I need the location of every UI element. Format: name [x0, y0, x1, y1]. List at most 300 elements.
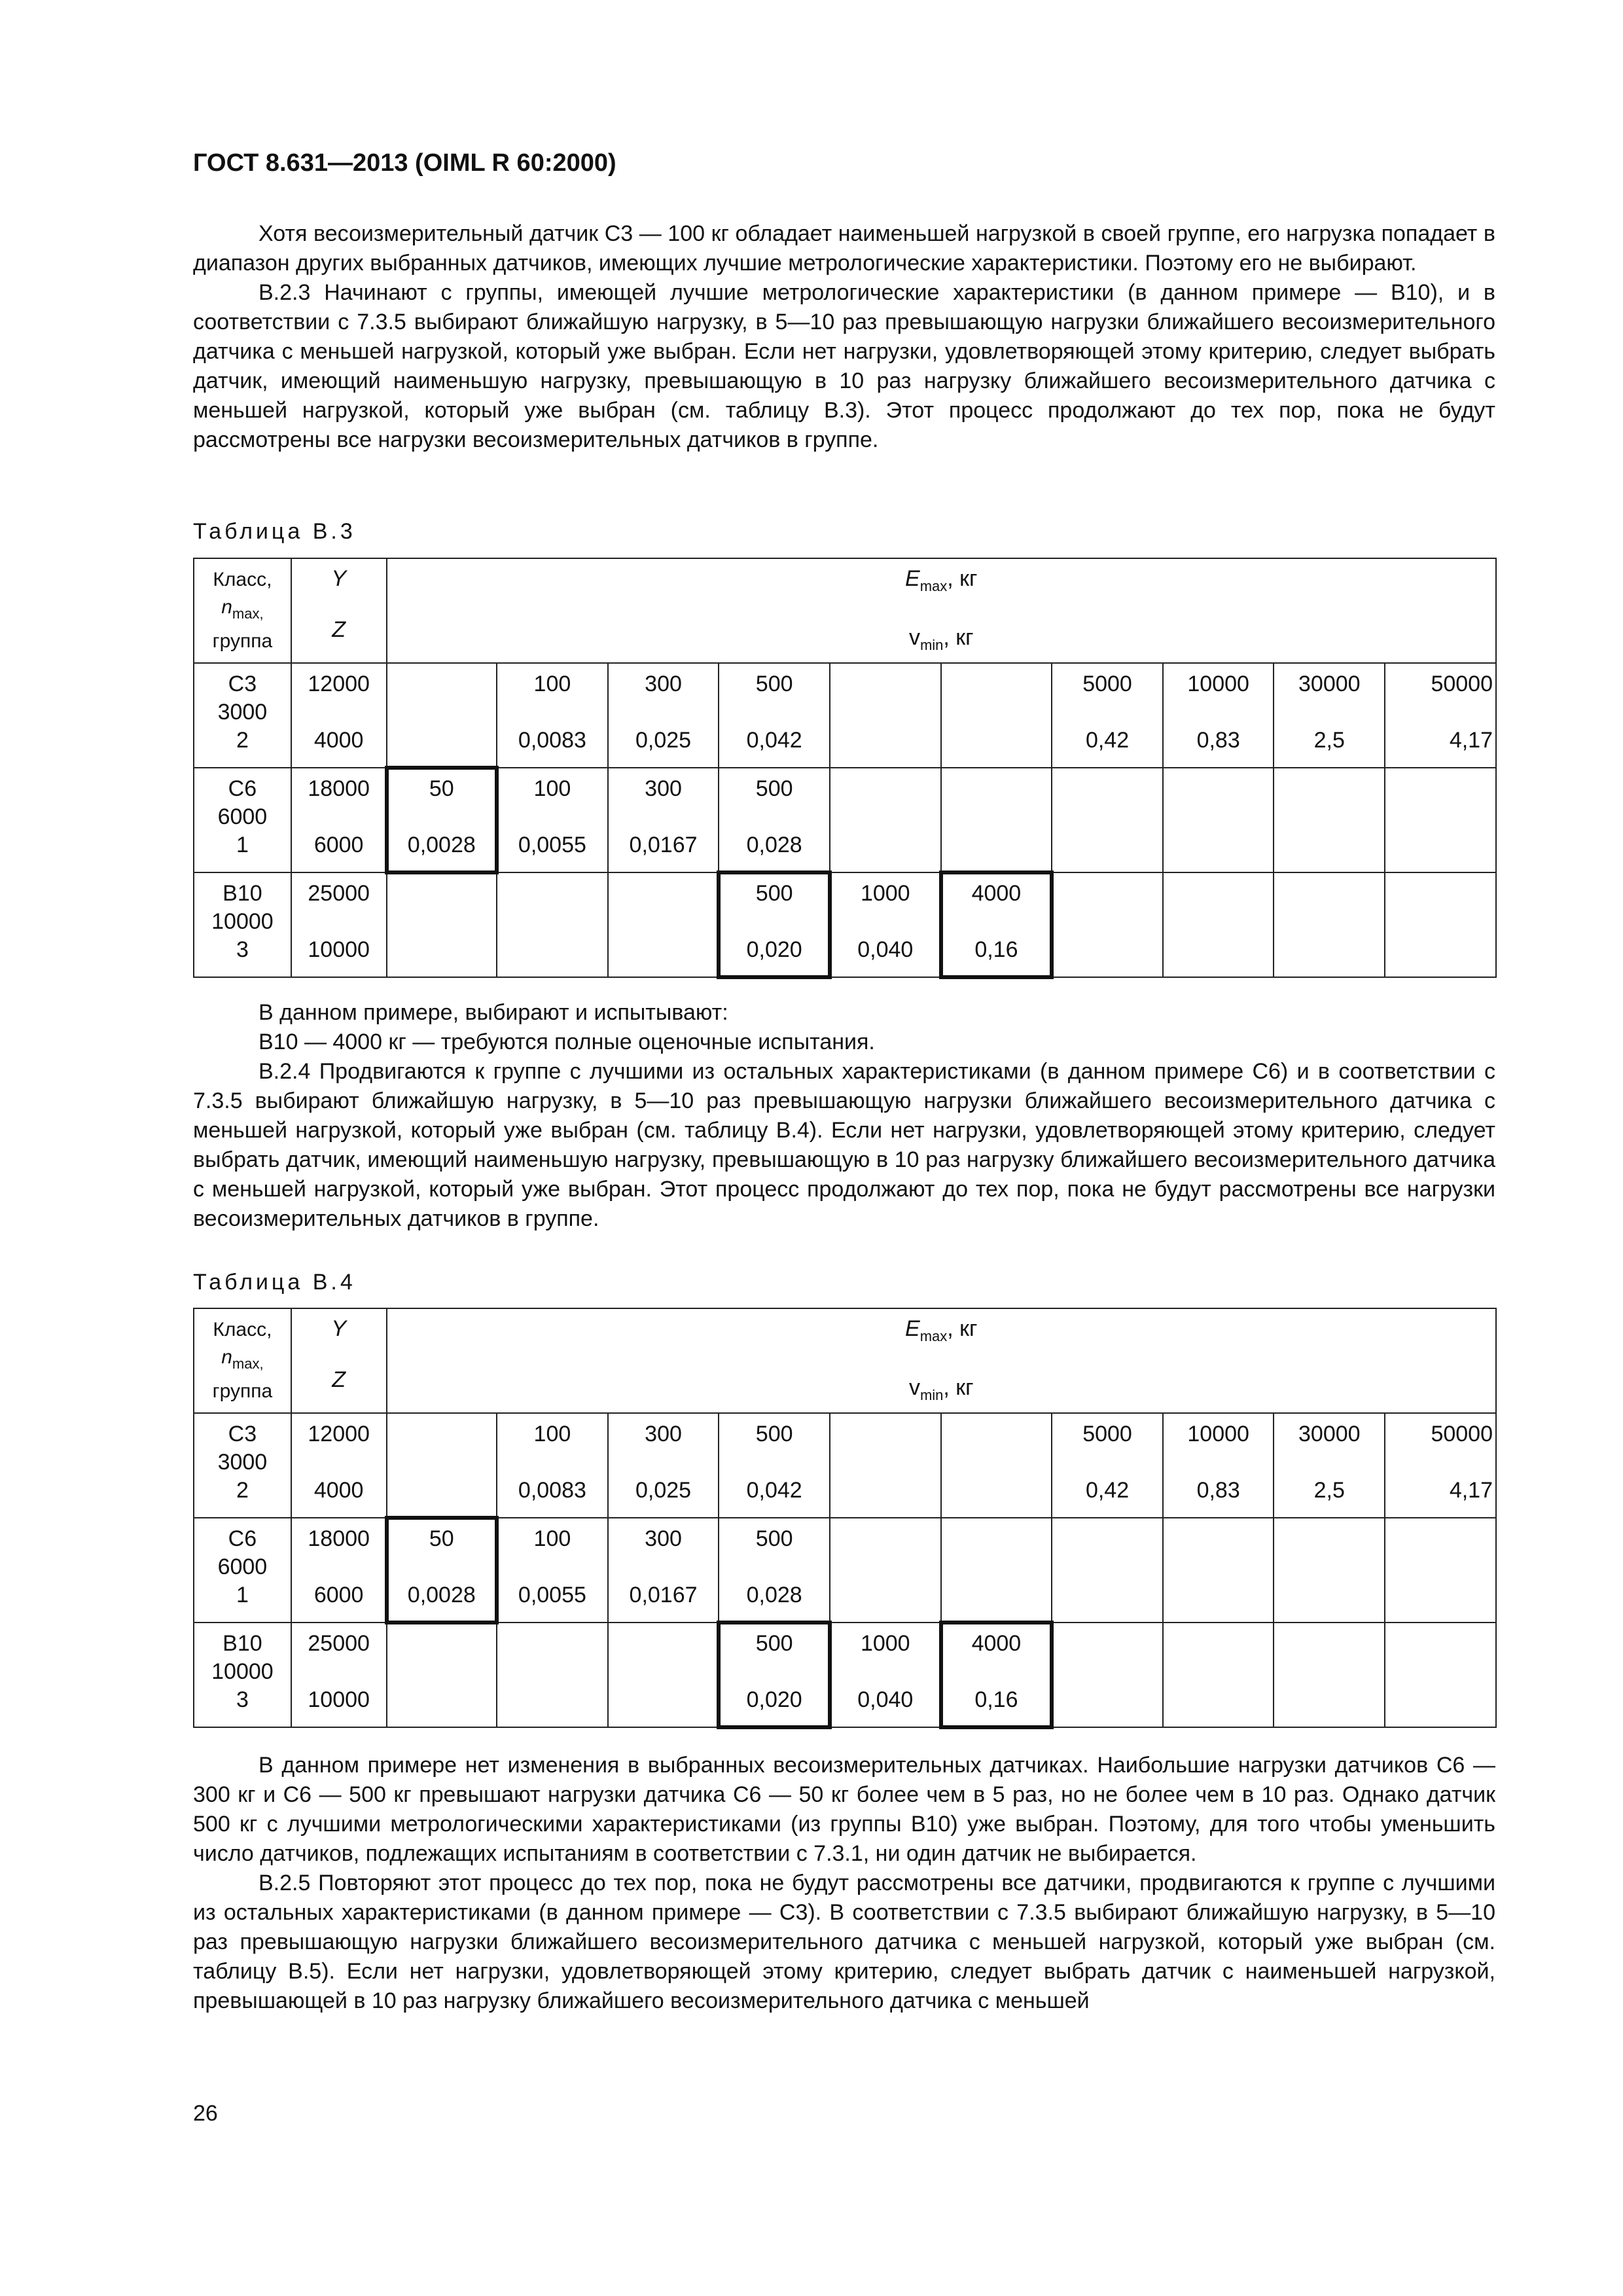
- table-b4-emax-value: [833, 1420, 938, 1448]
- table-b3-header-z: Z: [332, 617, 346, 642]
- table-b4-class-value: 10000: [211, 1659, 274, 1684]
- table-b3-header-emax-vmin: [387, 558, 1497, 663]
- table-b3-load-cell: [1385, 768, 1496, 872]
- page-number: 26: [193, 2101, 218, 2126]
- table-b3-class-value: В10: [223, 881, 262, 906]
- table-b3-vmin-value: [1277, 936, 1382, 964]
- table-b4-spacer: [1055, 1553, 1160, 1581]
- table-b3-spacer: [390, 698, 494, 726]
- table-b3-load-cell: [719, 872, 830, 977]
- table-b3-vmin-value: 0,16: [974, 937, 1018, 962]
- table-b4-spacer: [500, 1553, 605, 1581]
- table-b3-vmin-value: 0,42: [1085, 728, 1130, 753]
- table-b3-vmin-value: [833, 831, 938, 859]
- table-b4-header-vmin: [390, 1374, 1493, 1408]
- table-b3-load-cell: [1163, 768, 1274, 872]
- table-b3-spacer: [1166, 908, 1271, 936]
- table-b4-spacer: [1277, 1448, 1382, 1477]
- table-b3-vmin-value: 0,028: [746, 833, 802, 857]
- table-b3-spacer: [611, 803, 716, 831]
- table-b3-spacer: [1055, 908, 1160, 936]
- table-b3-emax-value: [1388, 880, 1493, 908]
- table-b3-emax-value: 300: [645, 672, 682, 696]
- table-b3-vmin-value: [1277, 831, 1382, 859]
- paragraph-b25: В.2.5 Повторяют этот процесс до тех пор, пока не будут рассмотрены все датчики, продвигаются к группе с лучшими из остальных характеристиками (в данном примере — С3). В соответствии с 7.3.5 выбирают ближайшую нагрузку, в 5—10 раз превышающую нагрузки ближайшего весоизмерительного датчика с меньшей нагрузкой, который уже выбран (см. таблицу В.5). Если нет нагрузки, удовлетворяющей этому критерию, следует выбрать датчик с наименьшей нагрузкой, превышающей в 10 раз нагрузку ближайшего весоизмерительного датчика с меньшей: [193, 1871, 1495, 2013]
- table-b4-class-value: 2: [236, 1478, 249, 1503]
- table-b3-vmin-value: 0,040: [857, 937, 914, 962]
- table-b4-vmin-value: [500, 1686, 605, 1714]
- table-b4-vmin-value: [944, 1581, 1049, 1609]
- table-b4-vmin-unit: , кг: [943, 1375, 974, 1400]
- table-b3-load-cell: [1163, 663, 1274, 768]
- table-b4-vmin-value: 0,0083: [518, 1478, 586, 1503]
- table-b4-vmin-value: 0,16: [974, 1687, 1018, 1712]
- table-b4-vmin-value: [611, 1686, 716, 1714]
- table-b3-class-value: С6: [228, 776, 257, 801]
- table-b4-load-cell: [1274, 1623, 1385, 1727]
- table-b4-spacer: [1277, 1658, 1382, 1686]
- table-b4-load-cell: [1163, 1413, 1274, 1518]
- table-b4-load-cell: [1385, 1413, 1496, 1518]
- after-b3-block: [193, 998, 1495, 1234]
- table-b3-emax-value: 50000: [1431, 672, 1493, 696]
- table-b3-vmin-value: 0,0167: [629, 833, 698, 857]
- table-b4-spacer: [611, 1448, 716, 1477]
- table-b4-emax-value: 500: [755, 1422, 793, 1446]
- table-b4-load-cell: [830, 1623, 941, 1727]
- table-b4-load-cell: [608, 1413, 719, 1518]
- table-b4-emax-value: [611, 1630, 716, 1658]
- table-b3-emax-value: 500: [755, 672, 793, 696]
- table-b4-class-cell: [194, 1623, 291, 1727]
- table-b4-load-cell: [719, 1518, 830, 1623]
- table-b3-load-cell: [1274, 872, 1385, 977]
- table-b4-load-cell: [1052, 1623, 1163, 1727]
- table-b3-emax-value: [1166, 775, 1271, 803]
- table-b4-y-value: 25000: [308, 1631, 370, 1656]
- table-b3-spacer: [722, 698, 827, 726]
- table-b3-class-cell: [194, 663, 291, 768]
- table-b3-header-class-label: Класс,: [213, 569, 272, 590]
- table-b4-class-cell: [194, 1413, 291, 1518]
- table-b4-vmin-value: 0,042: [746, 1478, 802, 1503]
- table-b3-yz-cell: [291, 872, 387, 977]
- table-b4-emax-value: 30000: [1298, 1422, 1361, 1446]
- table-b4-vmin-value: 0,028: [746, 1583, 802, 1607]
- table-b3-vmin-value: 0,020: [746, 937, 802, 962]
- table-b3-load-cell: [941, 768, 1052, 872]
- table-b3-vmin-value: [944, 726, 1049, 755]
- table-b4-vmin-sub: min: [919, 1387, 944, 1403]
- table-b3-yz-cell: [291, 663, 387, 768]
- table-b3-vmin-value: 0,025: [635, 728, 692, 753]
- table-b3-spacer: [294, 803, 383, 831]
- table-b3-spacer: [390, 803, 494, 831]
- table-b3-vmin-value: 0,042: [746, 728, 802, 753]
- table-b3-spacer: [611, 698, 716, 726]
- table-b3-load-cell: [608, 872, 719, 977]
- table-b4-spacer: [1277, 1553, 1382, 1581]
- table-b4-spacer: [390, 1553, 494, 1581]
- table-b4-emax-value: 300: [645, 1422, 682, 1446]
- table-b4-load-cell: [1052, 1413, 1163, 1518]
- table-b4-header-nmax: n: [221, 1346, 232, 1368]
- table-b3-y-value: 18000: [308, 776, 370, 801]
- table-b3-vmin-value: 0,83: [1196, 728, 1240, 753]
- table-b4-row: [194, 1413, 1496, 1518]
- table-b3-load-cell: [719, 768, 830, 872]
- table-b3-emax-value: 300: [645, 776, 682, 801]
- table-b4-spacer: [944, 1448, 1049, 1477]
- table-b3-spacer: [1277, 698, 1382, 726]
- table-b4-load-cell: [387, 1518, 497, 1623]
- table-b3-load-cell: [387, 768, 497, 872]
- document-header: ГОСТ 8.631—2013 (OIML R 60:2000): [193, 149, 616, 177]
- table-b4-spacer: [944, 1658, 1049, 1686]
- table-b3-vmin-value: 0,0028: [407, 833, 476, 857]
- table-b4-emax-symbol: E: [905, 1316, 920, 1341]
- table-b3-header-yz: [291, 558, 387, 663]
- table-b3-spacer: [833, 908, 938, 936]
- table-b3-spacer: [611, 908, 716, 936]
- table-b4-spacer: [1166, 1553, 1271, 1581]
- table-b4-header-class: [194, 1308, 291, 1413]
- table-b4-class-value: В10: [223, 1631, 262, 1656]
- table-b3-header-nmax: n: [221, 596, 232, 618]
- table-b4-spacer: [1166, 1448, 1271, 1477]
- table-b4-z-value: 4000: [313, 1478, 364, 1503]
- table-b3-emax-value: [1277, 880, 1382, 908]
- table-b3-vmin-value: 0,0083: [518, 728, 586, 753]
- table-b3-header-y: Y: [331, 566, 346, 591]
- table-b4-load-cell: [941, 1518, 1052, 1623]
- table-b3-spacer: [1277, 803, 1382, 831]
- table-b3-vmin-sub: min: [919, 637, 944, 653]
- table-b4-emax-value: [1055, 1630, 1160, 1658]
- table-b4-class-value: С6: [228, 1526, 257, 1551]
- table-b4-load-cell: [830, 1413, 941, 1518]
- table-b3-vmin-value: [833, 726, 938, 755]
- table-b4-load-cell: [1274, 1518, 1385, 1623]
- table-b4-load-cell: [497, 1623, 608, 1727]
- table-b3-vmin-value: [500, 936, 605, 964]
- table-b4-vmin-value: 0,025: [635, 1478, 692, 1503]
- table-b4-spacer: [833, 1658, 938, 1686]
- table-b3-vmin-value: [1388, 936, 1493, 964]
- table-b3-load-cell: [387, 872, 497, 977]
- table-b3-row: [194, 663, 1496, 768]
- table-b3-spacer: [722, 803, 827, 831]
- table-b3-load-cell: [830, 872, 941, 977]
- table-b3-class-value: 2: [236, 728, 249, 753]
- table-b4-emax-value: 500: [755, 1526, 793, 1551]
- table-b3-z-value: 6000: [313, 833, 364, 857]
- table-b3-emax-symbol: E: [905, 566, 920, 591]
- table-b3-class-value: 1: [236, 833, 249, 857]
- table-b3-caption: Таблица В.3: [193, 519, 356, 544]
- table-b4-vmin-value: [833, 1581, 938, 1609]
- table-b4-header-row: [194, 1308, 1496, 1413]
- table-b3-spacer: [1055, 698, 1160, 726]
- table-b4-vmin-value: 0,040: [857, 1687, 914, 1712]
- table-b3-spacer: [1166, 698, 1271, 726]
- table-b3-emax-value: 50: [429, 776, 454, 801]
- table-b3-row: [194, 768, 1496, 872]
- table-b4-vmin-value: 0,42: [1085, 1478, 1130, 1503]
- table-b4-vmin-value: [1055, 1581, 1160, 1609]
- table-b4-emax-value: [1166, 1630, 1271, 1658]
- table-b3-spacer: [1388, 698, 1493, 726]
- table-b4-emax-value: 500: [755, 1631, 793, 1656]
- table-b3-load-cell: [497, 663, 608, 768]
- table-b3-emax-value: [833, 775, 938, 803]
- table-b4-spacer: [390, 1448, 494, 1477]
- table-b4-emax-value: 4000: [971, 1631, 1022, 1656]
- table-b3-header-class: [194, 558, 291, 663]
- table-b4-vmin-value: [1277, 1686, 1382, 1714]
- table-b4-emax-value: [1055, 1525, 1160, 1553]
- table-b4-vmin-value: [390, 1477, 494, 1505]
- table-b4-emax-value: [500, 1630, 605, 1658]
- table-b4-load-cell: [941, 1623, 1052, 1727]
- table-b3-emax-value: [1055, 775, 1160, 803]
- table-b4-spacer: [390, 1658, 494, 1686]
- after-b3-line2: В10 — 4000 кг — требуются полные оценочные испытания.: [259, 1030, 875, 1054]
- table-b3-emax-value: 500: [755, 776, 793, 801]
- table-b3-emax-value: [390, 880, 494, 908]
- table-b3-vmin-value: 2,5: [1313, 728, 1345, 753]
- table-b4-spacer: [1166, 1658, 1271, 1686]
- table-b4-emax-value: [1388, 1630, 1493, 1658]
- table-b4-load-cell: [387, 1623, 497, 1727]
- table-b4-header-group-label: группа: [212, 1380, 273, 1402]
- table-b4-emax-value: [1166, 1525, 1271, 1553]
- table-b3-vmin-symbol: v: [908, 625, 920, 650]
- table-b3-emax-value: 4000: [971, 881, 1022, 906]
- table-b4-vmin-value: [1055, 1686, 1160, 1714]
- after-b4-paragraph: В данном примере нет изменения в выбранных весоизмерительных датчиках. Наибольшие нагрузки датчиков С6 — 300 кг и С6 — 500 кг превышают нагрузки датчика С6 — 50 кг более чем в 5 раз, но не более чем в 10 раз. Однако датчик 500 кг с лучшими метрологическими характеристиками (из группы В10) уже выбран. Поэтому, для того чтобы уменьшить число датчиков, подлежащих испытаниям в соответствии с 7.3.1, ни один датчик не выбирается.: [193, 1753, 1495, 1866]
- table-b4-vmin-value: [1388, 1686, 1493, 1714]
- table-b3-y-value: 12000: [308, 672, 370, 696]
- table-b3-spacer: [500, 908, 605, 936]
- table-b4-z-value: 6000: [313, 1583, 364, 1607]
- table-b4-spacer: [294, 1658, 383, 1686]
- table-b3-spacer: [1388, 908, 1493, 936]
- table-b3-header-group-label: группа: [212, 630, 273, 652]
- table-b3-z-value: 10000: [308, 937, 370, 962]
- table-b3-emax-value: [390, 670, 494, 698]
- table-b3-yz-cell: [291, 768, 387, 872]
- table-b4-load-cell: [387, 1413, 497, 1518]
- table-b3-load-cell: [1274, 663, 1385, 768]
- table-b3-load-cell: [719, 663, 830, 768]
- table-b3-load-cell: [1052, 872, 1163, 977]
- table-b3-vmin-value: [390, 726, 494, 755]
- table-b3-header-nmax-sub: max,: [232, 605, 264, 622]
- table-b3-load-cell: [941, 663, 1052, 768]
- table-b3-load-cell: [830, 768, 941, 872]
- table-b4-vmin-value: [1277, 1581, 1382, 1609]
- table-b3-vmin-value: [1055, 831, 1160, 859]
- table-b4-emax-value: 100: [533, 1422, 571, 1446]
- table-b3-spacer: [1277, 908, 1382, 936]
- table-b4-spacer: [1388, 1553, 1493, 1581]
- table-b4-spacer: [722, 1658, 827, 1686]
- table-b3-class-value: 6000: [217, 804, 268, 829]
- table-b3-row: [194, 872, 1496, 977]
- table-b4-class-cell: [194, 1518, 291, 1623]
- table-b4-vmin-value: 0,0055: [518, 1583, 586, 1607]
- table-b4-emax-value: [944, 1525, 1049, 1553]
- table-b4-z-value: 10000: [308, 1687, 370, 1712]
- table-b3-emax-value: 1000: [860, 881, 910, 906]
- table-b4-y-value: 12000: [308, 1422, 370, 1446]
- table-b3-y-value: 25000: [308, 881, 370, 906]
- table-b3-class-cell: [194, 768, 291, 872]
- table-b3-spacer: [500, 698, 605, 726]
- table-b3-spacer: [390, 908, 494, 936]
- table-b4-emax-value: 5000: [1082, 1422, 1132, 1446]
- table-b4-class-value: 1: [236, 1583, 249, 1607]
- table-b3-emax-value: [1055, 880, 1160, 908]
- table-b3-emax-value: [611, 880, 716, 908]
- table-b4-spacer: [722, 1553, 827, 1581]
- table-b3-spacer: [944, 698, 1049, 726]
- table-b4-spacer: [1388, 1658, 1493, 1686]
- table-b3-emax-value: [1388, 775, 1493, 803]
- table-b4-class-value: 6000: [217, 1554, 268, 1579]
- table-b4-spacer: [611, 1553, 716, 1581]
- table-b3-class-value: 3: [236, 937, 249, 962]
- table-b3-load-cell: [1385, 872, 1496, 977]
- table-b4-spacer: [294, 1448, 383, 1477]
- table-b4-row: [194, 1518, 1496, 1623]
- table-b3-spacer: [722, 908, 827, 936]
- table-b4-vmin-value: 0,0167: [629, 1583, 698, 1607]
- table-b3-vmin-unit: , кг: [943, 625, 974, 650]
- table-b3-emax-value: [944, 670, 1049, 698]
- table-b4-class-value: 3: [236, 1687, 249, 1712]
- table-b3-class-cell: [194, 872, 291, 977]
- table-b3-emax-value: 5000: [1082, 672, 1132, 696]
- table-b3-emax-value: 30000: [1298, 672, 1361, 696]
- table-b3-load-cell: [1052, 768, 1163, 872]
- table-b4-header-class-label: Класс,: [213, 1319, 272, 1340]
- table-b4-vmin-value: [833, 1477, 938, 1505]
- table-b4-emax-value: 100: [533, 1526, 571, 1551]
- table-b4-load-cell: [608, 1623, 719, 1727]
- table-b3-spacer: [500, 803, 605, 831]
- table-b3-emax-value: [1166, 880, 1271, 908]
- table-b3-emax-value: [1277, 775, 1382, 803]
- table-b4-load-cell: [1385, 1518, 1496, 1623]
- table-b4-load-cell: [1163, 1623, 1274, 1727]
- table-b3-load-cell: [608, 663, 719, 768]
- intro-paragraph-block: [193, 219, 1495, 455]
- table-b4-header-emax-vmin: [387, 1308, 1497, 1413]
- table-b4-spacer: [833, 1448, 938, 1477]
- table-b4-yz-cell: [291, 1413, 387, 1518]
- table-b4-class-value: 3000: [217, 1450, 268, 1475]
- table-b3-emax-value: [944, 775, 1049, 803]
- table-b3-load-cell: [387, 663, 497, 768]
- after-b4-block: [193, 1751, 1495, 2016]
- table-b4-vmin-value: 0,0028: [407, 1583, 476, 1607]
- table-b3-load-cell: [1385, 663, 1496, 768]
- after-b3-line1: В данном примере, выбирают и испытывают:: [259, 1000, 728, 1025]
- table-b4: [193, 1308, 1497, 1728]
- table-b4-class-value: С3: [228, 1422, 257, 1446]
- table-b4-spacer: [294, 1553, 383, 1581]
- table-b3-z-value: 4000: [313, 728, 364, 753]
- table-b4-load-cell: [1274, 1413, 1385, 1518]
- table-b4-emax-sub: max: [919, 1328, 948, 1344]
- table-b3-spacer: [1166, 803, 1271, 831]
- table-b4-vmin-value: [390, 1686, 494, 1714]
- table-b3-header-emax: [390, 565, 1493, 600]
- table-b4-vmin-value: [1388, 1581, 1493, 1609]
- table-b4-header-yz: [291, 1308, 387, 1413]
- table-b3-load-cell: [497, 768, 608, 872]
- table-b4-vmin-value: [944, 1477, 1049, 1505]
- table-b3-load-cell: [1274, 768, 1385, 872]
- table-b4-load-cell: [830, 1518, 941, 1623]
- table-b4-emax-unit: , кг: [947, 1316, 978, 1341]
- table-b4-vmin-value: 4,17: [1449, 1478, 1493, 1503]
- table-b4-header-emax: [390, 1316, 1493, 1350]
- table-b4-spacer: [500, 1448, 605, 1477]
- table-b4-load-cell: [719, 1623, 830, 1727]
- table-b3-spacer: [944, 908, 1049, 936]
- table-b3-class-value: 3000: [217, 700, 268, 725]
- table-b4-emax-value: [390, 1420, 494, 1448]
- table-b4-load-cell: [941, 1413, 1052, 1518]
- table-b4-emax-value: 1000: [860, 1631, 910, 1656]
- table-b4-header-z: Z: [332, 1367, 346, 1392]
- table-b3-spacer: [1055, 803, 1160, 831]
- table-b3-spacer: [833, 698, 938, 726]
- table-b4-emax-value: [1277, 1630, 1382, 1658]
- table-b3-spacer: [833, 803, 938, 831]
- table-b3-vmin-value: [611, 936, 716, 964]
- table-b3-vmin-value: [1166, 831, 1271, 859]
- table-b3-load-cell: [608, 768, 719, 872]
- table-b3-load-cell: [830, 663, 941, 768]
- table-b4-emax-value: 10000: [1187, 1422, 1249, 1446]
- table-b4-load-cell: [719, 1413, 830, 1518]
- table-b3-vmin-value: [390, 936, 494, 964]
- table-b4-spacer: [944, 1553, 1049, 1581]
- table-b4-emax-value: [944, 1420, 1049, 1448]
- table-b3-emax-value: 100: [533, 776, 571, 801]
- table-b4-yz-cell: [291, 1623, 387, 1727]
- table-b3-vmin-value: [1166, 936, 1271, 964]
- table-b3-load-cell: [1163, 872, 1274, 977]
- table-b3-header-row: [194, 558, 1496, 663]
- table-b4-emax-value: 300: [645, 1526, 682, 1551]
- table-b4-header-nmax-sub: max,: [232, 1355, 264, 1372]
- table-b3-vmin-value: [1388, 831, 1493, 859]
- table-b4-y-value: 18000: [308, 1526, 370, 1551]
- table-b3-load-cell: [497, 872, 608, 977]
- table-b4-spacer: [1055, 1448, 1160, 1477]
- table-b3-emax-value: 10000: [1187, 672, 1249, 696]
- table-b3-emax-unit: , кг: [947, 566, 978, 591]
- table-b3-emax-value: 100: [533, 672, 571, 696]
- table-b4-vmin-value: [1166, 1581, 1271, 1609]
- table-b3: [193, 558, 1497, 978]
- table-b3-vmin-value: 0,0055: [518, 833, 586, 857]
